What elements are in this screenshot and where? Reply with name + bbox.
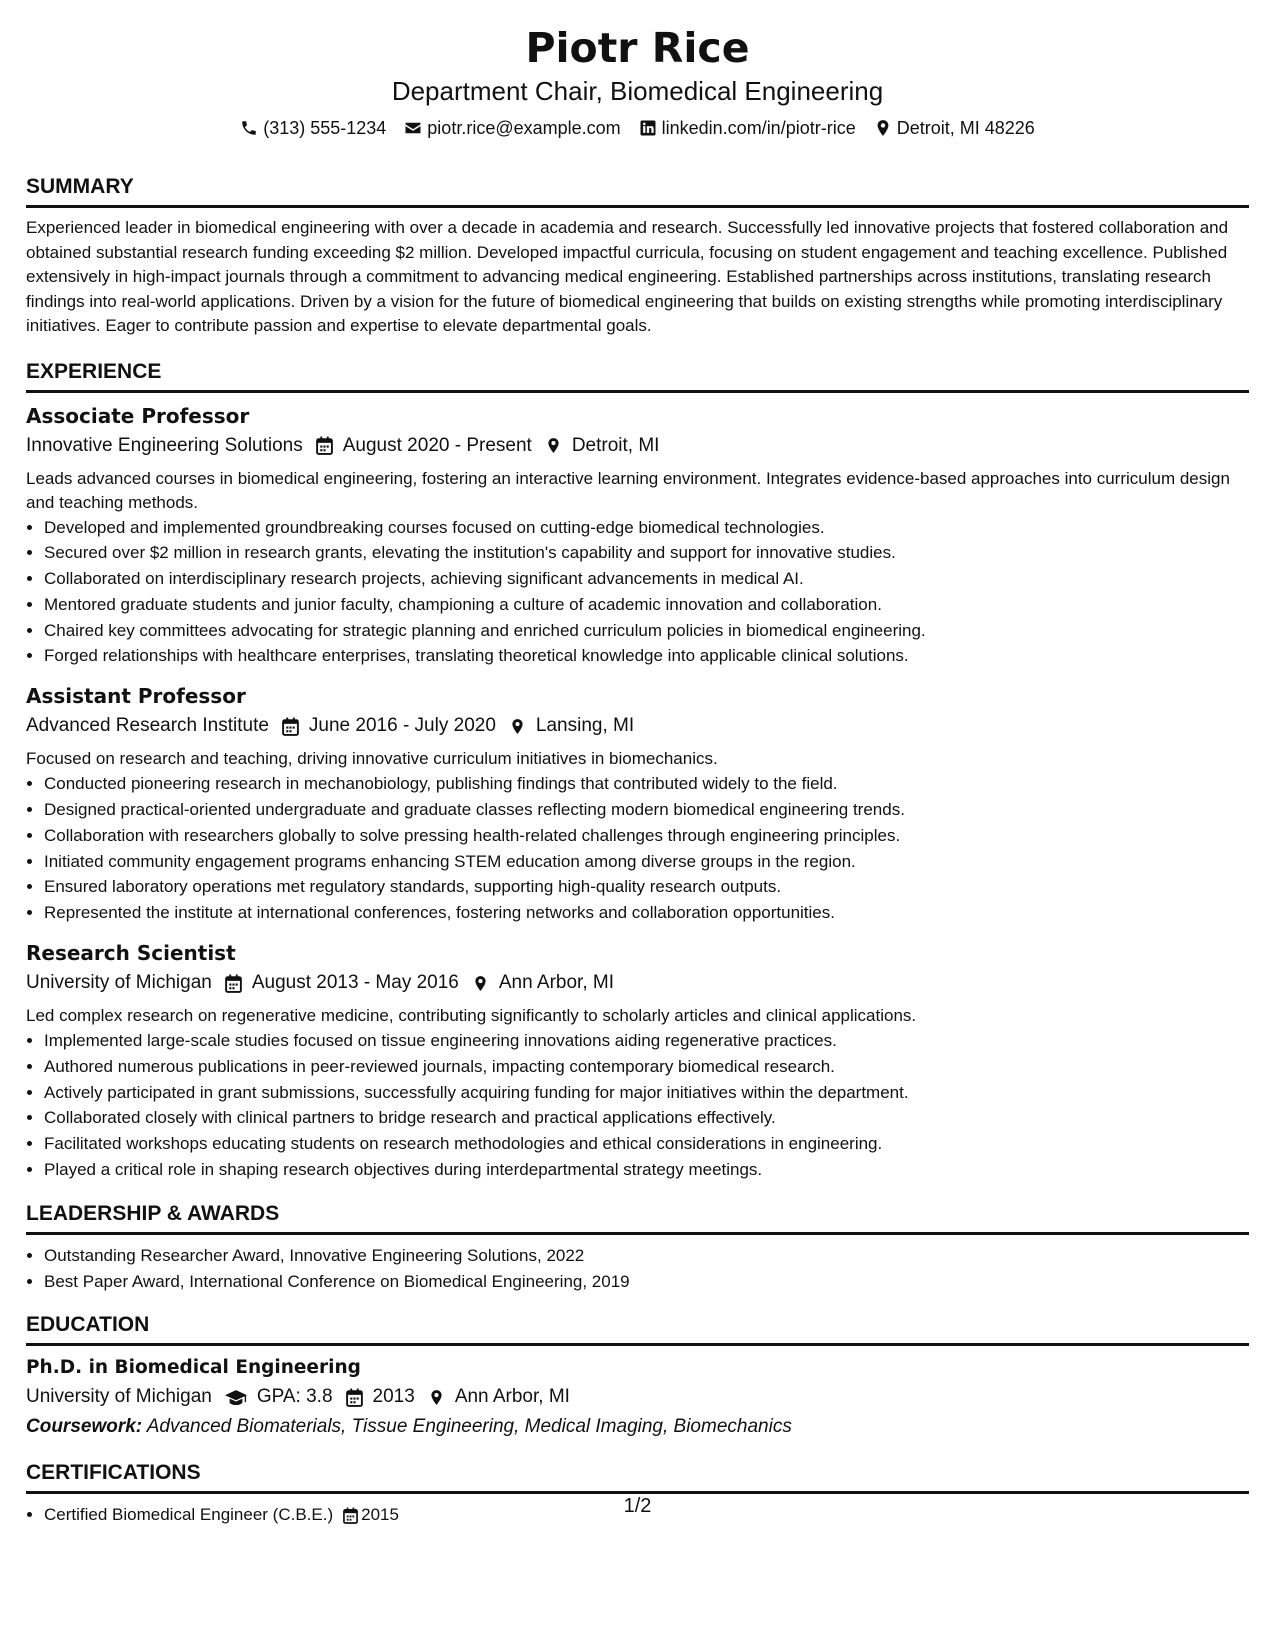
map-marker-icon <box>545 436 562 455</box>
job-company: University of Michigan <box>26 972 212 994</box>
certification-name: • Certified Biomedical Engineer (C.B.E.) <box>44 1505 334 1525</box>
coursework-text: Advanced Biomaterials, Tissue Engineering, Medical Imaging, Biomechanics <box>146 1416 792 1438</box>
job-bullet: • Conducted pioneering research in mechanobiology, publishing findings that contributed widely to the field. <box>44 771 1249 797</box>
map-marker-icon <box>874 119 892 137</box>
job-bullets <box>26 515 1249 670</box>
experience-section <box>26 359 1249 1183</box>
job-bullet: • Forged relationships with healthcare enterprises, translating theoretical knowledge into applicable clinical solutions. <box>44 643 1249 669</box>
calendar-icon <box>282 717 299 736</box>
job-bullet: • Developed and implemented groundbreaking courses focused on cutting-edge biomedical technologies. <box>44 515 1249 541</box>
candidate-role: Department Chair, Biomedical Engineering <box>391 76 884 106</box>
job-bullet: • Chaired key committees advocating for strategic planning and enriched curriculum policies in biomedical engineering. <box>44 618 1249 644</box>
job-company: Innovative Engineering Solutions <box>26 434 303 456</box>
job-bullet: • Collaborated closely with clinical partners to bridge research and practical applications effectively. <box>44 1105 1249 1131</box>
job-title: Associate Professor <box>26 403 250 428</box>
job-meta <box>26 968 1249 998</box>
contact-phone <box>240 116 386 140</box>
job-title: Assistant Professor <box>26 684 246 709</box>
job-bullet: • Initiated community engagement programs enhancing STEM education among diverse groups in the region. <box>44 849 1249 875</box>
resume-page <box>26 22 1249 1528</box>
job-bullets <box>26 1028 1249 1183</box>
job-description: Leads advanced courses in biomedical engineering, fostering an interactive learning environment. Integrates evidence-based approaches into curriculum design and teaching methods. <box>26 468 1230 512</box>
resume-header <box>26 22 1249 140</box>
job-location: Lansing, MI <box>535 715 635 737</box>
graduation-cap-icon <box>225 1388 247 1407</box>
awards-list <box>26 1243 1249 1295</box>
job-location: Ann Arbor, MI <box>498 972 614 994</box>
map-marker-icon <box>428 1388 445 1407</box>
education-location: Ann Arbor, MI <box>454 1386 570 1408</box>
section-title-education: EDUCATION <box>26 1312 1249 1346</box>
section-title-summary: SUMMARY <box>26 174 1249 208</box>
envelope-icon <box>404 119 422 137</box>
job-dates: August 2020 - Present <box>342 434 532 456</box>
calendar-icon <box>346 1388 363 1407</box>
job-bullet: • Collaborated on interdisciplinary research projects, achieving significant advancements in medical AI. <box>44 566 1249 592</box>
job-bullet: • Designed practical-oriented undergraduate and graduate classes reflecting modern biomedical engineering trends. <box>44 797 1249 823</box>
job-meta <box>26 711 1249 741</box>
education-school: University of Michigan <box>26 1386 212 1408</box>
award-item: • Best Paper Award, International Conference on Biomedical Engineering, 2019 <box>44 1269 1249 1295</box>
calendar-icon <box>225 974 242 993</box>
job-title: Research Scientist <box>26 941 236 966</box>
job-bullet: • Ensured laboratory operations met regulatory standards, supporting high-quality research outputs. <box>44 874 1249 900</box>
linkedin-link[interactable]: linkedin.com/in/piotr-rice <box>661 118 856 138</box>
summary-section <box>26 174 1249 339</box>
job-meta <box>26 431 1249 461</box>
education-section <box>26 1312 1249 1442</box>
email-link[interactable]: piotr.rice@example.com <box>427 118 621 138</box>
job-description: Focused on research and teaching, driving innovative curriculum initiatives in biomechanics. <box>26 749 718 769</box>
section-title-certifications: CERTIFICATIONS <box>26 1460 1249 1494</box>
contact-email[interactable] <box>404 116 620 140</box>
page-number: 1/2 <box>623 1495 652 1517</box>
coursework-label: Coursework: <box>26 1416 143 1438</box>
linkedin-icon <box>639 119 657 137</box>
education-year: 2013 <box>372 1386 415 1408</box>
job-bullet: • Collaboration with researchers globally to solve pressing health-related challenges through engineering principles. <box>44 823 1249 849</box>
candidate-name: Piotr Rice <box>525 24 750 72</box>
job-location: Detroit, MI <box>571 434 660 456</box>
job-entry <box>26 681 1249 926</box>
job-bullet: • Implemented large-scale studies focused on tissue engineering innovations aiding regenerative practices. <box>44 1028 1249 1054</box>
job-bullet: • Played a critical role in shaping research objectives during interdepartmental strategy meetings. <box>44 1157 1249 1183</box>
certification-year: 2015 <box>361 1505 399 1525</box>
job-bullet: • Facilitated workshops educating students on research methodologies and ethical considerations in engineering. <box>44 1131 1249 1157</box>
job-bullet: • Actively participated in grant submissions, successfully acquiring funding for major initiatives within the department. <box>44 1080 1249 1106</box>
location-text: Detroit, MI 48226 <box>896 118 1035 138</box>
award-item: • Outstanding Researcher Award, Innovative Engineering Solutions, 2022 <box>44 1243 1249 1269</box>
summary-text: Experienced leader in biomedical engineering with over a decade in academia and research. Successfully led innovative projects that fostered collaboration and obtained substantial research funding exceeding $2 million. Developed impactful curricula, focusing on student engagement and teaching excellence. Published extensively in high-impact journals through a commitment to advancing medical engineering. Established partnerships across institutions, translating research findings into real-world applications. Driven by a vision for the future of biomedical engineering that builds on existing strengths while promoting interdisciplinary initiatives. Eager to contribute passion and expertise to elevate departmental goals. <box>26 218 1229 335</box>
awards-section <box>26 1201 1249 1295</box>
phone-icon <box>240 119 258 137</box>
job-company: Advanced Research Institute <box>26 715 269 737</box>
education-gpa: GPA: 3.8 <box>256 1386 333 1408</box>
map-marker-icon <box>509 717 526 736</box>
map-marker-icon <box>472 974 489 993</box>
calendar-icon <box>316 436 333 455</box>
phone-text: (313) 555-1234 <box>263 118 387 138</box>
education-meta <box>26 1382 1249 1412</box>
job-entry <box>26 938 1249 1183</box>
job-bullet: • Secured over $2 million in research grants, elevating the institution's capability and support for innovative studies. <box>44 540 1249 566</box>
job-description: Led complex research on regenerative medicine, contributing significantly to scholarly articles and clinical applications. <box>26 1006 917 1026</box>
section-title-awards: LEADERSHIP & AWARDS <box>26 1201 1249 1235</box>
section-title-experience: EXPERIENCE <box>26 359 1249 393</box>
job-dates: June 2016 - July 2020 <box>308 715 496 737</box>
job-bullets <box>26 771 1249 926</box>
contact-linkedin[interactable] <box>639 116 856 140</box>
contact-line <box>26 116 1249 140</box>
degree-title: Ph.D. in Biomedical Engineering <box>26 1357 361 1379</box>
coursework-line <box>26 1412 1249 1442</box>
job-bullet: • Authored numerous publications in peer-reviewed journals, impacting contemporary biomedical research. <box>44 1054 1249 1080</box>
job-entry <box>26 401 1249 670</box>
job-bullet: • Represented the institute at international conferences, fostering networks and collaboration opportunities. <box>44 900 1249 926</box>
contact-location <box>874 116 1035 140</box>
job-dates: August 2013 - May 2016 <box>251 972 459 994</box>
job-bullet: • Mentored graduate students and junior faculty, championing a culture of academic innovation and collaboration. <box>44 592 1249 618</box>
